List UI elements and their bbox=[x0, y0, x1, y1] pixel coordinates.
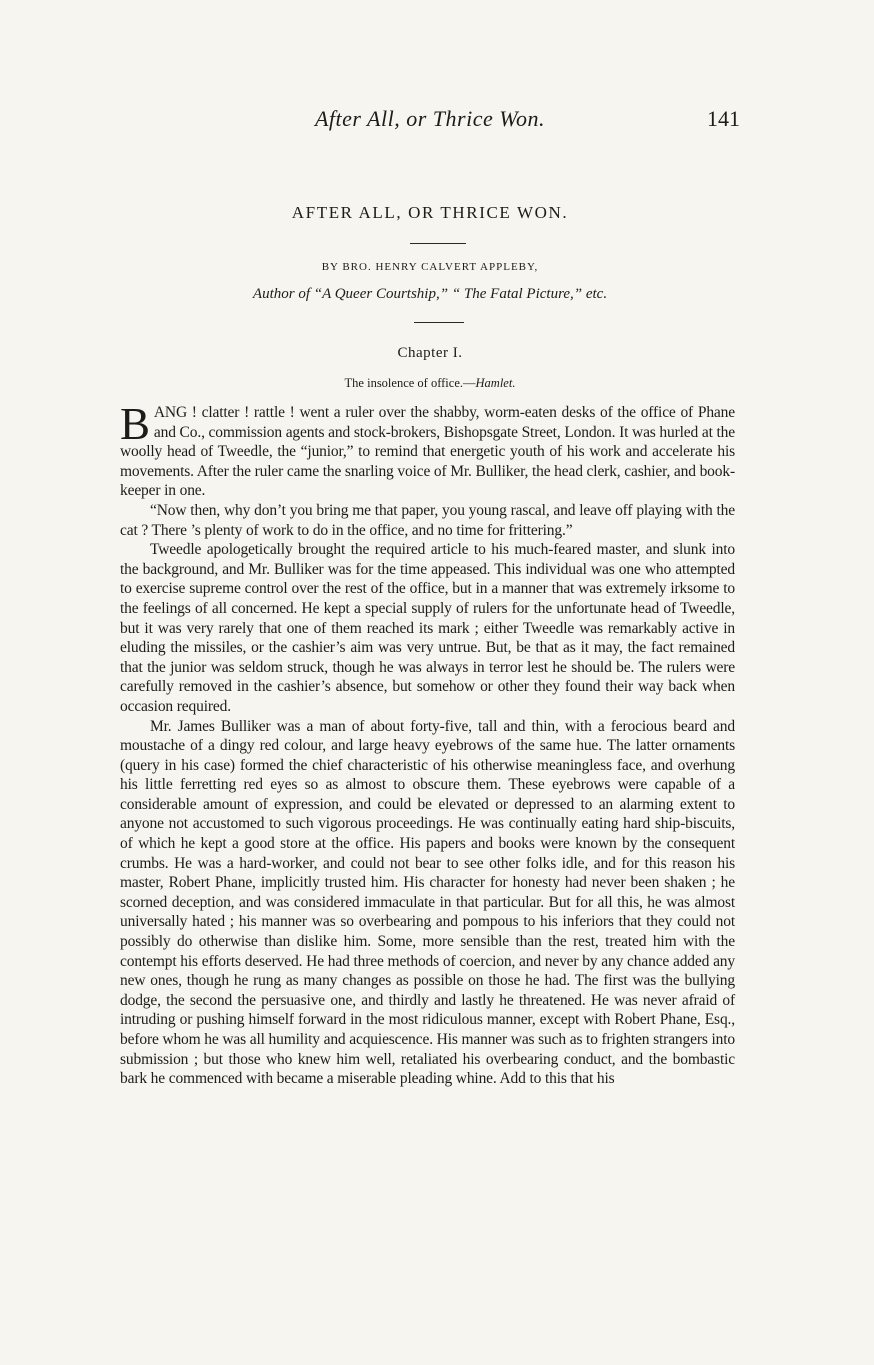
running-title: After All, or Thrice Won. bbox=[314, 106, 546, 131]
chapter-heading: Chapter I. bbox=[397, 345, 463, 361]
paragraph-2: “Now then, why don’t you bring me that paper, you young rascal, and leave off playing with the cat ? There ’s plenty of work to do in the office, and no time for frittering.” bbox=[120, 501, 735, 539]
paragraph-1-text: ANG ! clatter ! rattle ! went a ruler over the shabby, worm-eaten desks of the office of Phane and Co., commission agents and stock-brokers, Bishopsgate Street, London. It was hurled at the woolly head of Tweedle, the “junior,” to remind that energetic youth of his work and accelerate his movements. After the ruler came the snarling voice of Mr. Bulliker, the head clerk, cashier, and book-keeper in one. bbox=[120, 404, 735, 500]
byline-divider bbox=[414, 322, 464, 323]
paragraph-1 bbox=[120, 399, 735, 501]
paragraph-3: Tweedle apologetically brought the required article to his much-feared master, and slunk into the background, and Mr. Bulliker was for the time appeased. This individual was one who attempted to exercise supreme control over the rest of the office, but in a manner that was extremely irksome to the feelings of all concerned. He kept a special supply of rulers for the unfortunate head of Tweedle, but it was very rarely that one of them reached its mark ; either Tweedle was remarkably active in eluding the missiles, or the cashier’s aim was very untrue. But, be that as it may, the fact remained that the junior was seldom struck, though he was always in terror lest he should be. The rulers were carefully removed in the cashier’s absence, but somehow or other they found their way back when occasion required. bbox=[120, 541, 735, 715]
running-head bbox=[120, 106, 740, 136]
author-byline: BY BRO. HENRY CALVERT APPLEBY, bbox=[321, 261, 539, 273]
epigraph bbox=[120, 376, 740, 391]
epigraph-text: The insolence of office.— bbox=[344, 376, 476, 390]
author-credits: Author of “A Queer Courtship,” “ The Fatal Picture,” etc. bbox=[252, 286, 608, 302]
paragraph-4: Mr. James Bulliker was a man of about forty-five, tall and thin, with a ferocious beard and moustache of a dingy red colour, and large heavy eyebrows of the same hue. The latter ornaments (query in his case) formed the chief characteristic of his otherwise meaningless face, and overhung his little ferretting red eyes so as almost to obscure them. These eyebrows were capable of a considerable amount of expression, and could be elevated or depressed to an alarming extent to anyone not accustomed to such vigorous proceedings. He was continually eating hard ship-biscuits, of which he kept a good store at the office. His papers and books were known by the consequent crumbs. He was a hard-worker, and could not bear to see other folks idle, and for this reason his master, Robert Phane, implicitly trusted him. His character for honesty had never been shaken ; he scorned deception, and was considered immaculate in that particular. But for all this, he was almost universally hated ; his manner was so overbearing and pompous to his inferiors that they could not possibly do otherwise than dislike him. Some, more sensible than the rest, treated him with the contempt his efforts deserved. He had three methods of coercion, and never by any chance added any new ones, though he rung as many changes as possible on those he had. The first was the bullying dodge, the second the persuasive one, and thirdly and lastly he threatened. He was never afraid of intruding or pushing himself forward in the most ridiculous manner, except with Robert Phane, Esq., before whom he was all humility and acquiescence. His manner was such as to frighten strangers into submission ; but those who knew him well, retaliated his overbearing conduct, and the bombastic bark he commenced with became a miserable pleading whine. Add to this that his bbox=[120, 717, 735, 1088]
article-title: AFTER ALL, OR THRICE WON. bbox=[291, 203, 569, 222]
title-divider bbox=[410, 243, 466, 244]
article-body bbox=[120, 399, 735, 1089]
epigraph-source: Hamlet. bbox=[475, 376, 516, 390]
drop-cap: B bbox=[120, 399, 150, 449]
page-number: 141 bbox=[707, 106, 740, 131]
